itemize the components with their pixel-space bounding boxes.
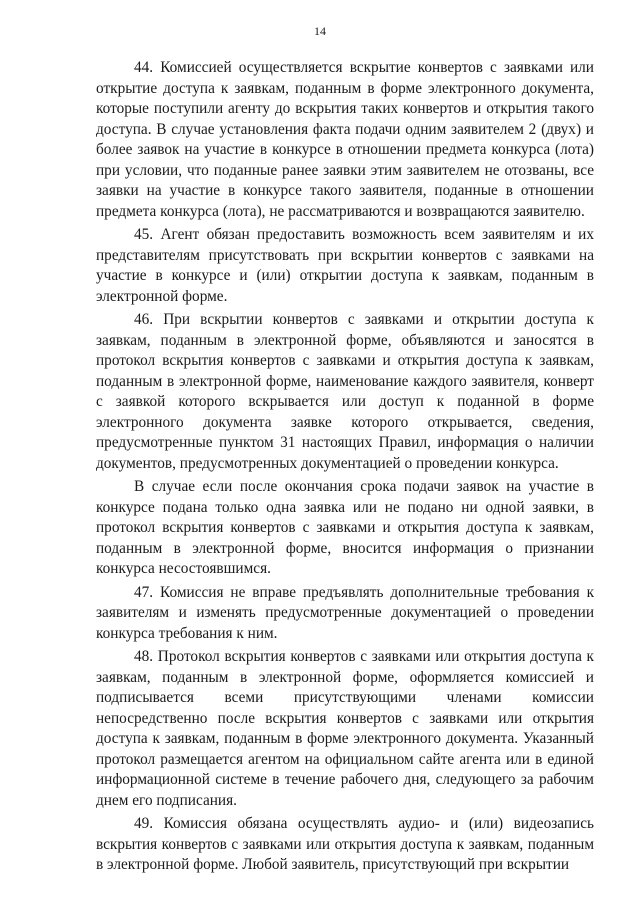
paragraph-48: 48. Протокол вскрытия конвертов с заявками или открытия доступа к заявкам, поданным в электронной форме, оформляется комиссией и подписывается всеми присутствующими членами комиссии непосредственно после вскрытия конвертов с заявками или открытия доступа к заявкам, поданным в форме электронного документа. Указанный протокол размещается агентом на официальном сайте агента или в единой информационной системе в течение рабочего дня, следующего за рабочим днем его подписания. bbox=[96, 648, 594, 809]
paragraph-45: 45. Агент обязан предоставить возможность всем заявителям и их представителям присутствовать при вскрытии конвертов с заявками на участие в конкурсе и (или) открытии доступа к заявкам, поданным в электронной форме. bbox=[96, 226, 594, 305]
paragraph-47: 47. Комиссия не вправе предъявлять дополнительные требования к заявителям и изменять предусмотренные документацией о проведении конкурса требования к ним. bbox=[96, 583, 594, 642]
paragraph-44: 44. Комиссией осуществляется вскрытие конвертов с заявками или открытие доступа к заявкам, поданным в форме электронного документа, которые поступили агенту до вскрытия таких конвертов и открытия такого доступа. В случае установления факта подачи одним заявителем 2 (двух) и более заявок на участие в конкурсе в отношении предмета конкурса (лота) при условии, что поданные ранее заявки этим заявителем не отозваны, все заявки на участие в конкурсе такого заявителя, поданные в отношении предмета конкурса (лота), не рассматриваются и возвращаются заявителю. bbox=[96, 59, 594, 220]
paragraph-49: 49. Комиссия обязана осуществлять аудио- и (или) видеозапись вскрытия конвертов с заявками или открытия доступа к заявкам, поданным в электронной форме. Любой заявитель, присутствующий при вскрытии bbox=[96, 815, 594, 873]
document-body bbox=[96, 58, 594, 876]
paragraph-46: 46. При вскрытии конвертов с заявками и открытии доступа к заявкам, поданным в электронной форме, объявляются и заносятся в протокол вскрытия конвертов с заявками и открытия доступа к заявкам, поданным в электронной форме, наименование каждого заявителя, конверт с заявкой которого вскрывается или доступ к поданной в форме электронного документа заявке которого открывается, сведения, предусмотренные пунктом 31 настоящих Правил, информация о наличии документов, предусмотренных документацией о проведении конкурса. bbox=[96, 311, 594, 472]
paragraph-46-continuation: В случае если после окончания срока подачи заявок на участие в конкурсе подана только одна заявка или не подано ни одной заявки, в протокол вскрытия конвертов с заявками и открытия доступа к заявкам, поданным в электронной форме, вносится информация о признании конкурса несостоявшимся. bbox=[96, 478, 594, 577]
page-number: 14 bbox=[314, 24, 326, 38]
